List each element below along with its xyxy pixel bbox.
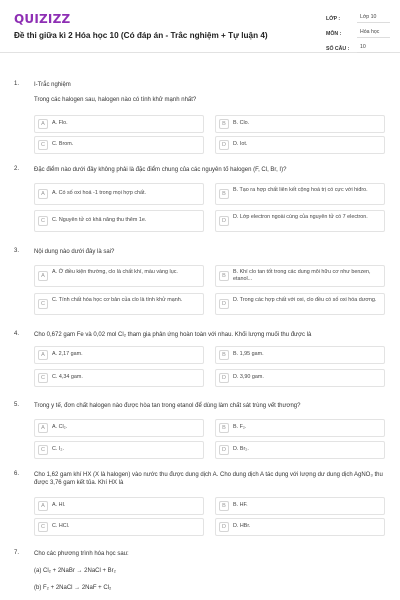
question-text: Trong y tế, đơn chất halogen nào được hòa tan trong etanol để dùng làm chất sát trùng vết thương? [34,403,301,409]
option-text: D. 3,90 gam. [233,374,264,380]
equation-line: (a) Cl₂ + 2NaBr → 2NaCl + Br₂ [34,568,117,574]
option-text: C. 4,34 gam. [52,374,83,380]
question-number: 2. [14,166,20,172]
option-b[interactable] [215,346,385,364]
option-d[interactable] [215,136,385,154]
option-text: B. HF. [233,502,248,508]
option-c[interactable] [34,210,204,232]
option-letter: C [38,299,48,309]
option-text: A. Có số oxi hoá -1 trong mọi hợp chất. [52,190,147,196]
class-label: LỚP : [326,16,341,22]
option-d[interactable] [215,518,385,536]
option-c[interactable] [34,136,204,154]
option-c[interactable] [34,369,204,387]
option-b[interactable] [215,183,385,205]
option-b[interactable] [215,419,385,437]
question-count-value: 10 [357,42,390,53]
option-text: D. Lớp electron ngoài cùng của nguyên tử có 7 electron. [233,214,368,220]
option-text: A. Ở điều kiện thường, clo là chất khí, màu vàng lục. [52,269,178,275]
option-letter: D [219,445,229,455]
option-d[interactable] [215,441,385,459]
option-c[interactable] [34,293,204,315]
option-a[interactable] [34,419,204,437]
option-text: A. 2,17 gam. [52,351,83,357]
option-text: B. F₂. [233,424,247,430]
option-a[interactable] [34,115,204,133]
option-letter: D [219,299,229,309]
option-b[interactable] [215,497,385,515]
question-text: Trong các halogen sau, halogen nào có tính khử mạnh nhất? [34,97,197,103]
option-letter: B [219,350,229,360]
option-letter: D [219,373,229,383]
option-b[interactable] [215,265,385,287]
option-letter: B [219,271,229,281]
option-text: B. Tạo ra hợp chất liên kết cộng hoá trị có cực với hiđro. [233,187,368,193]
question-number: 3. [14,248,20,254]
option-letter: B [219,119,229,129]
option-text: C. Tính chất hóa học cơ bản của clo là tính khử mạnh. [52,297,183,303]
option-letter: A [38,271,48,281]
question-text: Cho 1,62 gam khí HX (X là halogen) vào nước thu được dung dịch A. Cho dung dịch A tác dụng với lượng dư dung dịch AgNO₃ thu được 3,76 gam kết tủa. Khí HX là [34,472,383,486]
option-a[interactable] [34,183,204,205]
question-count-label: SỐ CÂU : [326,46,350,52]
option-text: C. HCl. [52,523,70,529]
option-letter: C [38,216,48,226]
option-a[interactable] [34,265,204,287]
option-d[interactable] [215,293,385,315]
option-d[interactable] [215,210,385,232]
question-section: I-Trắc nghiệm [34,82,71,88]
option-letter: A [38,350,48,360]
equation-line: (b) F₂ + 2NaCl → 2NaF + Cl₂ [34,585,112,591]
option-c[interactable] [34,518,204,536]
option-text: C. Nguyên tử có khả năng thu thêm 1e. [52,217,147,223]
option-text: B. Clo. [233,120,250,126]
option-letter: C [38,522,48,532]
option-letter: D [219,216,229,226]
option-text: B. Khí clo tan tốt trong các dung môi hữu cơ như benzen, etanol... [233,269,371,282]
subject-value: Hóa học [357,27,390,38]
worksheet-header [0,0,400,53]
option-letter: A [38,501,48,511]
option-text: B. 1,95 gam. [233,351,264,357]
option-d[interactable] [215,369,385,387]
option-letter: C [38,373,48,383]
option-letter: B [219,423,229,433]
option-text: D. Br₂. [233,446,249,452]
option-letter: B [219,501,229,511]
option-letter: A [38,119,48,129]
worksheet-title: Đề thi giữa kì 2 Hóa học 10 (Có đáp án - Trắc nghiệm + Tự luận 4) [14,31,268,40]
option-letter: A [38,423,48,433]
question-number: 5. [14,402,20,408]
option-letter: D [219,140,229,150]
option-letter: D [219,522,229,532]
option-letter: B [219,189,229,199]
class-value: Lớp 10 [357,12,390,23]
question-text: Cho các phương trình hóa học sau: [34,551,129,557]
question-text: Nội dung nào dưới đây là sai? [34,249,115,255]
option-text: D. Iot. [233,141,248,147]
option-text: A. Flo. [52,120,68,126]
option-c[interactable] [34,441,204,459]
option-text: C. Brom. [52,141,74,147]
option-a[interactable] [34,346,204,364]
question-number: 6. [14,471,20,477]
option-text: D. Trong các hợp chất với oxi, clo đều có số oxi hóa dương. [233,297,377,303]
option-text: D. HBr. [233,523,251,529]
question-text: Cho 0,672 gam Fe và 0,02 mol Cl₂ tham gia phản ứng hoàn toàn với nhau. Khối lượng muối thu được là [34,332,312,338]
option-text: A. HI. [52,502,66,508]
question-number: 4. [14,331,20,337]
subject-label: MÔN : [326,31,342,37]
question-text: Đặc điểm nào dưới đây không phải là đặc điểm chung của các nguyên tố halogen (F, Cl, Br, I)? [34,167,287,173]
option-b[interactable] [215,115,385,133]
option-text: A. Cl₂. [52,424,68,430]
option-a[interactable] [34,497,204,515]
option-letter: C [38,445,48,455]
option-letter: C [38,140,48,150]
question-number: 7. [14,550,20,556]
quizizz-logo: QUIZIZZ [14,12,71,26]
option-letter: A [38,189,48,199]
question-number: 1. [14,81,20,87]
option-text: C. I₂. [52,446,64,452]
